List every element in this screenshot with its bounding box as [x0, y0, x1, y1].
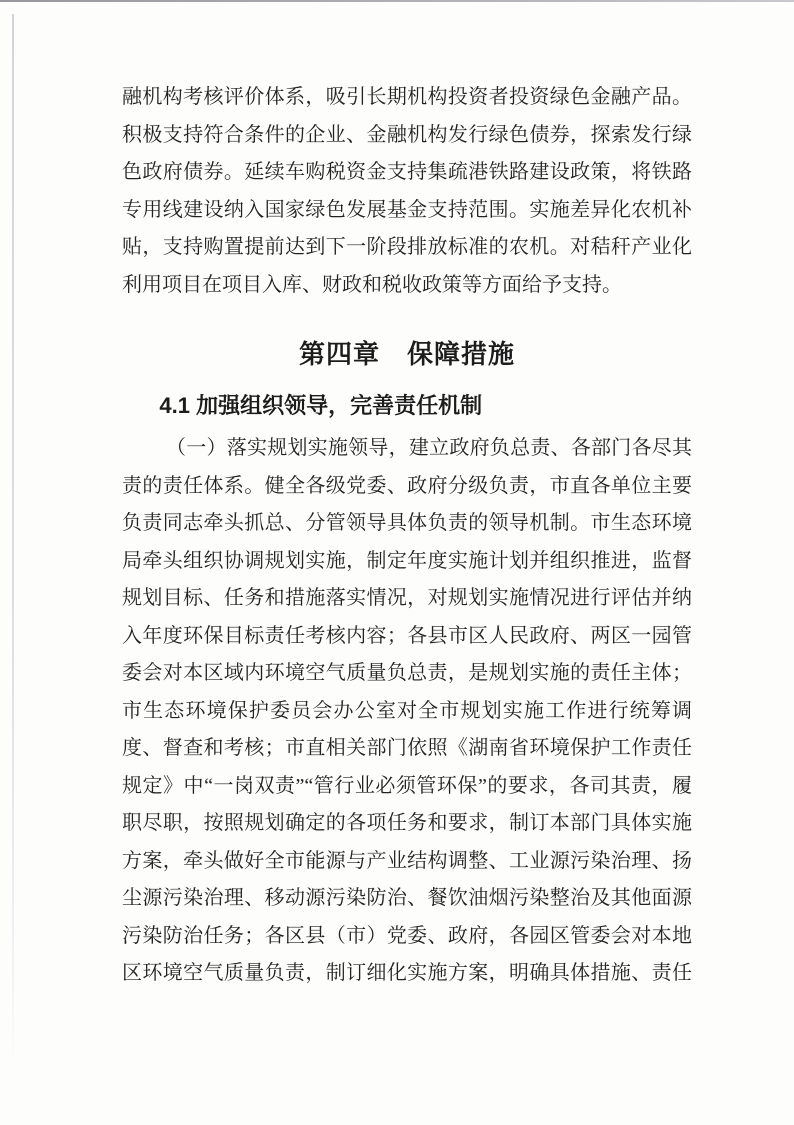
text-line: 负责同志牵头抓总、分管领导具体负责的领导机制。市生态环境: [122, 512, 692, 534]
text-line: 融机构考核评价体系，吸引长期机构投资者投资绿色金融产品。: [122, 86, 692, 108]
text-line: 规定》中“一岗双责”“管行业必须管环保”的要求，各司其责，履: [122, 774, 692, 797]
text-line: 入年度环保目标责任考核内容；各县市区人民政府、两区一园管: [122, 624, 692, 647]
text-line: 专用线建设纳入国家绿色发展基金支持范围。实施差异化农机补: [122, 198, 692, 221]
text-line: 规划目标、任务和措施落实情况，对规划实施情况进行评估并纳: [122, 587, 692, 609]
text-line: 积极支持符合条件的企业、金融机构发行绿色债券，探索发行绿: [122, 123, 692, 146]
scan-artifact-left-edge: [12, 14, 14, 1070]
text-line: 市生态环境保护委员会办公室对全市规划实施工作进行统筹调: [122, 699, 692, 722]
paragraph-continuation: [122, 79, 692, 304]
page-content: [122, 79, 692, 993]
text-line: 污染防治任务；各区县（市）党委、政府，各园区管委会对本地: [122, 924, 692, 947]
text-line: 利用项目在项目入库、财政和税收政策等方面给予支持。: [122, 273, 622, 296]
text-line: 方案，牵头做好全市能源与产业结构调整、工业源污染治理、扬: [122, 849, 692, 872]
text-line: 色政府债券。延续车购税资金支持集疏港铁路建设政策，将铁路: [122, 161, 692, 183]
text-line: （一）落实规划实施领导，建立政府负总责、各部门各尽其: [166, 437, 692, 459]
text-line: 责的责任体系。健全各级党委、政府分级负责，市直各单位主要: [122, 474, 692, 497]
text-line: 区环境空气质量负责，制订细化实施方案，明确具体措施、责任: [122, 962, 692, 984]
text-line: 尘源污染治理、移动源污染防治、餐饮油烟污染整治及其他面源: [122, 887, 692, 909]
text-line: 贴，支持购置提前达到下一阶段排放标准的农机。对秸秆产业化: [122, 236, 692, 258]
chapter-heading: 第四章 保障措施: [298, 339, 515, 369]
text-line: 委会对本区域内环境空气质量负总责，是规划实施的责任主体；: [122, 662, 692, 684]
text-line: 度、督查和考核；市直相关部门依照《湖南省环境保护工作责任: [122, 737, 692, 759]
scan-artifact-top-edge: [0, 0, 794, 2]
section-heading: 4.1 加强组织领导，完善责任机制: [159, 393, 483, 418]
body-paragraph: [122, 430, 692, 993]
text-line: 职尽职，按照规划确定的各项任务和要求，制订本部门具体实施: [122, 812, 692, 834]
text-line: 局牵头组织协调规划实施，制定年度实施计划并组织推进，监督: [122, 549, 692, 572]
